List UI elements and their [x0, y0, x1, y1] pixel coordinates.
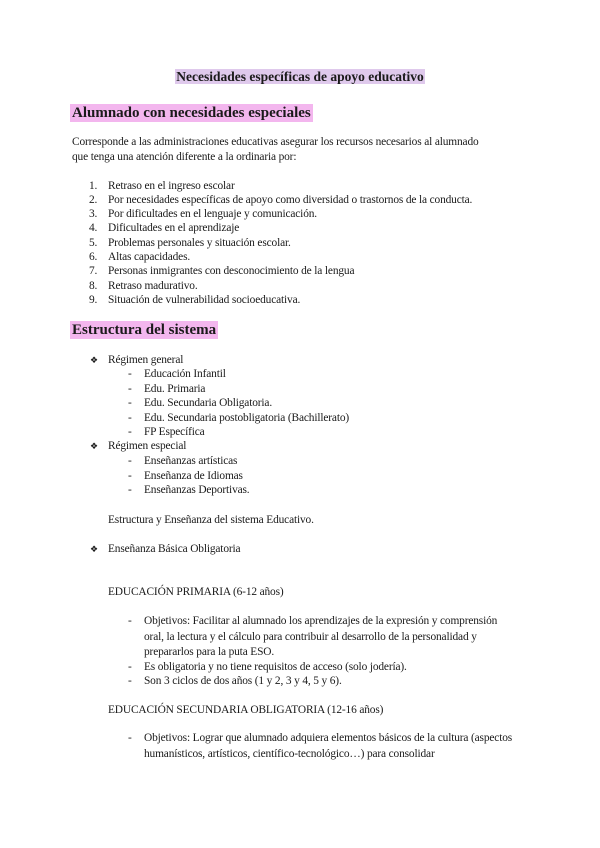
list-number: 2. [89, 194, 98, 206]
list-item: Personas inmigrantes con desconocimiento de la lengua [108, 265, 355, 277]
list-number: 8. [89, 280, 98, 292]
list-number: 1. [89, 180, 98, 192]
list-item: Por necesidades específicas de apoyo como diversidad o trastornos de la conducta. [108, 194, 473, 206]
list-item: Enseñanzas artísticas [144, 455, 238, 467]
diamond-bullet-icon: ❖ [90, 441, 99, 451]
section-heading-estructura: Estructura del sistema [72, 322, 217, 338]
dash-bullet: - [128, 412, 132, 424]
list-number: 6. [89, 251, 98, 263]
secundaria-objectives: Objetivos: Lograr que alumnado adquiera elementos básicos de la cultura (aspectos humanísticos, artísticos, científico-tecnológico…) para consolidar [144, 732, 513, 760]
list-item: Problemas personales y situación escolar. [108, 237, 291, 249]
list-number: 5. [89, 237, 98, 249]
dash-bullet: - [128, 426, 132, 438]
intro-line-2: que tenga una atención diferente a la ordinaria por: [72, 151, 297, 163]
list-item: Altas capacidades. [108, 251, 191, 263]
basic-education-label: Enseñanza Básica Obligatoria [108, 543, 241, 555]
diamond-bullet-icon: ❖ [90, 544, 99, 554]
primaria-cycles: Son 3 ciclos de dos años (1 y 2, 3 y 4, 5 y 6). [144, 675, 342, 687]
list-number: 7. [89, 265, 98, 277]
list-item: Situación de vulnerabilidad socioeducativa. [108, 294, 301, 306]
primaria-heading: EDUCACIÓN PRIMARIA (6-12 años) [108, 586, 284, 598]
list-item: Retraso madurativo. [108, 280, 198, 292]
diamond-bullet-icon: ❖ [90, 355, 99, 365]
list-number: 9. [89, 294, 98, 306]
intro-line-1: Corresponde a las administraciones educativas asegurar los recursos necesarios al alumnado [72, 136, 479, 148]
secundaria-heading: EDUCACIÓN SECUNDARIA OBLIGATORIA (12-16 años) [108, 704, 384, 716]
dash-bullet: - [128, 368, 132, 380]
primaria-objectives: Objetivos: Facilitar al alumnado los aprendizajes de la expresión y comprensión oral, la lectura y el cálculo para contribuir al desarrollo de la personalidad y prepararlos para la puta ESO. [144, 615, 498, 658]
list-item: Enseñanzas Deportivas. [144, 484, 250, 496]
dash-bullet: - [128, 397, 132, 409]
list-item: Dificultades en el aprendizaje [108, 222, 240, 234]
list-item: Enseñanza de Idiomas [144, 470, 243, 482]
dash-bullet: - [128, 732, 132, 744]
structure-note: Estructura y Enseñanza del sistema Educativo. [108, 514, 314, 526]
dash-bullet: - [128, 455, 132, 467]
section-heading-alumnado: Alumnado con necesidades especiales [72, 105, 311, 121]
dash-bullet: - [128, 675, 132, 687]
dash-bullet: - [128, 383, 132, 395]
dash-bullet: - [128, 661, 132, 673]
list-item: Por dificultades en el lenguaje y comunicación. [108, 208, 317, 220]
primaria-mandatory: Es obligatoria y no tiene requisitos de acceso (solo jodería). [144, 661, 407, 673]
list-item: FP Específica [144, 426, 205, 438]
regimen-especial-label: Régimen especial [108, 440, 187, 452]
list-item: Educación Infantil [144, 368, 226, 380]
list-item: Edu. Primaria [144, 383, 206, 395]
list-item: Edu. Secundaria postobligatoria (Bachillerato) [144, 412, 350, 424]
list-item: Retraso en el ingreso escolar [108, 180, 235, 192]
page-title: Necesidades específicas de apoyo educativo [176, 69, 424, 84]
dash-bullet: - [128, 470, 132, 482]
dash-bullet: - [128, 484, 132, 496]
list-number: 3. [89, 208, 98, 220]
regimen-general-label: Régimen general [108, 354, 184, 366]
list-number: 4. [89, 222, 98, 234]
list-item: Edu. Secundaria Obligatoria. [144, 397, 273, 409]
dash-bullet: - [128, 615, 132, 627]
